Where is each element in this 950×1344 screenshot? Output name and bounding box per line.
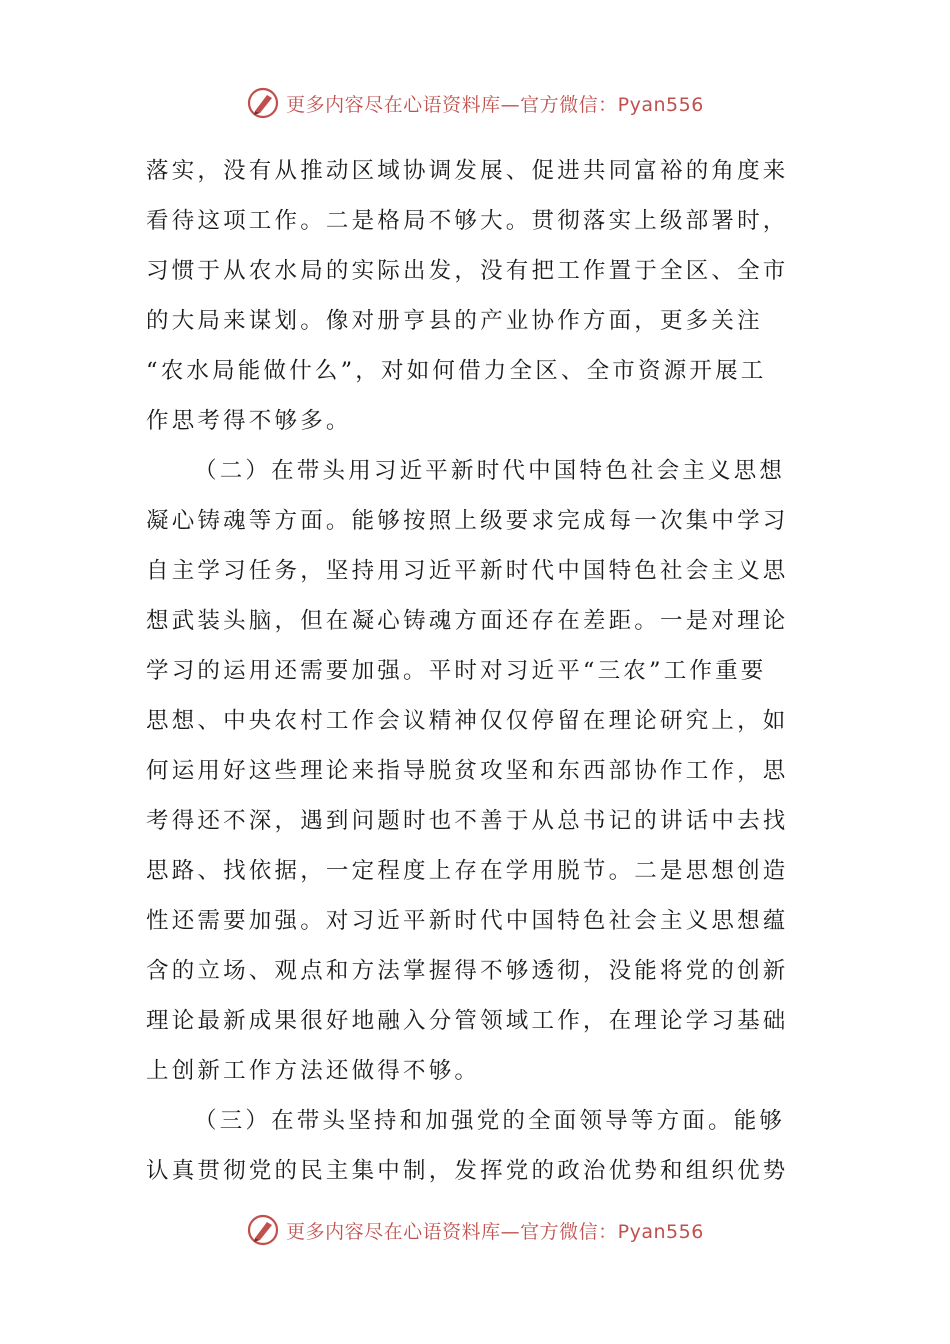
text-line: 想武装头脑，但在凝心铸魂方面还存在差距。一是对理论 bbox=[146, 608, 789, 634]
text-line: 性还需要加强。对习近平新时代中国特色社会主义思想蕴 bbox=[146, 908, 789, 934]
text-line: 学习的运用还需要加强。平时对习近平“三农”工作重要 bbox=[146, 658, 767, 684]
text-line: 思路、找依据，一定程度上存在学用脱节。二是思想创造 bbox=[146, 858, 789, 884]
text-line: 上创新工作方法还做得不够。 bbox=[146, 1058, 481, 1084]
text-line: 落实，没有从推动区域协调发展、促进共同富裕的角度来 bbox=[146, 158, 789, 184]
text-line: 习惯于从农水局的实际出发，没有把工作置于全区、全市 bbox=[146, 258, 789, 284]
text-line: 凝心铸魂等方面。能够按照上级要求完成每一次集中学习 bbox=[146, 508, 789, 534]
text-line: 作思考得不够多。 bbox=[146, 408, 352, 434]
document-body bbox=[146, 146, 806, 1196]
text-line: （二）在带头用习近平新时代中国特色社会主义思想 bbox=[194, 458, 786, 484]
text-line: （三）在带头坚持和加强党的全面领导等方面。能够 bbox=[194, 1108, 786, 1134]
text-line: 何运用好这些理论来指导脱贫攻坚和东西部协作工作，思 bbox=[146, 758, 789, 784]
text-line: 自主学习任务，坚持用习近平新时代中国特色社会主义思 bbox=[146, 558, 789, 584]
footer-watermark-banner bbox=[0, 1210, 950, 1250]
text-line: “农水局能做什么”，对如何借力全区、全市资源开展工 bbox=[146, 358, 767, 384]
text-line: 思想、中央农村工作会议精神仅仅停留在理论研究上，如 bbox=[146, 708, 789, 734]
pen-nib-logo-icon bbox=[246, 86, 280, 120]
text-line: 看待这项工作。二是格局不够大。贯彻落实上级部署时， bbox=[146, 208, 789, 234]
watermark-text: 更多内容尽在心语资料库—官方微信：Pyan556 bbox=[286, 1220, 704, 1243]
text-line: 理论最新成果很好地融入分管领域工作，在理论学习基础 bbox=[146, 1008, 789, 1034]
text-line: 考得还不深，遇到问题时也不善于从总书记的讲话中去找 bbox=[146, 808, 789, 834]
pen-nib-logo-icon bbox=[246, 1213, 280, 1247]
watermark-text: 更多内容尽在心语资料库—官方微信：Pyan556 bbox=[286, 93, 704, 116]
text-line: 认真贯彻党的民主集中制，发挥党的政治优势和组织优势 bbox=[146, 1158, 789, 1184]
text-line: 含的立场、观点和方法掌握得不够透彻，没能将党的创新 bbox=[146, 958, 789, 984]
text-line: 的大局来谋划。像对册亨县的产业协作方面，更多关注 bbox=[146, 308, 763, 334]
header-watermark-banner bbox=[0, 83, 950, 123]
